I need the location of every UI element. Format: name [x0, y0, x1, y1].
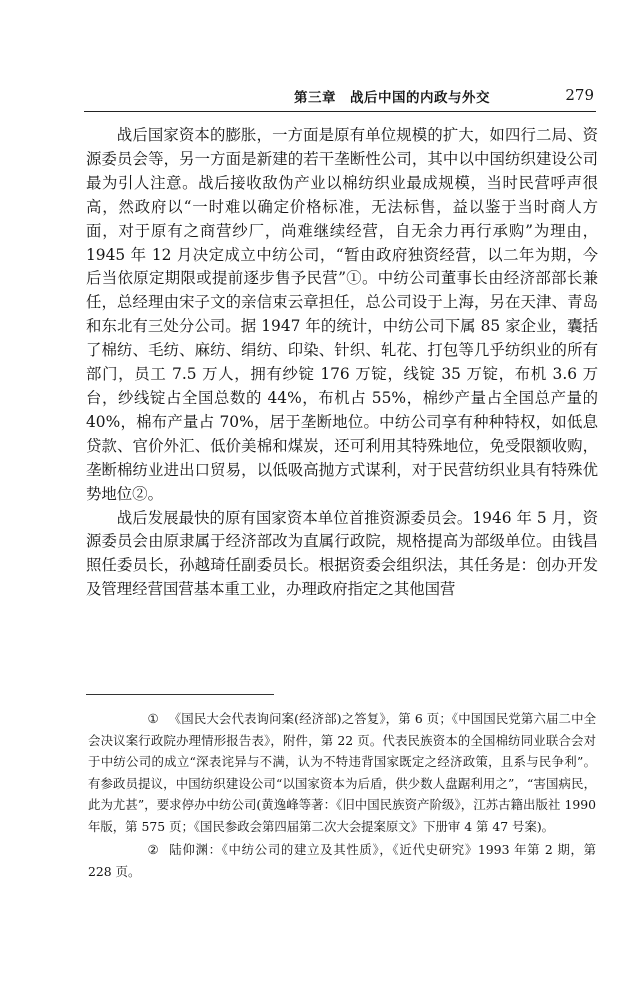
footnote-text: 《国民大会代表询问案(经济部)之答复》，第 6 页；《中国国民党第六届二中全会决议案行政院办理情形报告表》，附件，第 22 页。代表民族资本的全国棉纺同业联合会对于中纺公司的成立“深表诧异与不满，认为不特违背国家既定之经济政策，且系与民争利”。有参政员提议，中国纺织建设公司“以国家资本为后盾，供少数人盘踞利用之”，“害国病民，此为尤甚”，要求停办中纺公司(黄逸峰等著：《旧中国民族资产阶级》，江苏古籍出版社 1990 年版，第 575 页；《国民参政会第四届第二次大会提案原文》下册审 4 第 47 号案)。: [88, 711, 596, 834]
footnote-rule: [86, 694, 274, 695]
header-rule: [84, 111, 596, 112]
footnote: [88, 708, 596, 837]
running-header: [84, 86, 598, 112]
paragraph: 战后发展最快的原有国家资本单位首推资源委员会。1946 年 5 月，资源委员会由原隶属于经济部改为直属行政院，规格提高为部级单位。由钱昌照任委员长，孙越琦任副委员长。根据资委会组织法，其任务是：创办开发及管理经营国营基本重工业，办理政府指定之其他国营: [86, 508, 598, 599]
footnote-mark: ②: [147, 842, 159, 857]
footnote: [88, 839, 596, 882]
chapter-title: 第三章 战后中国的内政与外交: [294, 90, 490, 106]
footnotes: [88, 708, 596, 884]
footnote-mark: ①: [147, 711, 159, 726]
page-number: 279: [565, 86, 594, 104]
paragraph: 战后国家资本的膨胀，一方面是原有单位规模的扩大，如四行二局、资源委员会等，另一方面是新建的若干垄断性公司，其中以中国纺织建设公司最为引人注意。战后接收敌伪产业以棉纺织业最成规模，当时民营呼声很高，然政府以“一时难以确定价格标准，无法标售，益以鉴于当时商人方面，对于原有之商营纱厂，尚难继续经营，自无余力再行承购”为理由，1945 年 12 月决定成立中纺公司，“暂由政府独资经营，以二年为期，今后当依原定期限或提前逐步售予民营”①。中纺公司董事长由经济部部长兼任，总经理由宋子文的亲信束云章担任，总公司设于上海，另在天津、青岛和东北有三处分公司。据 1947 年的统计，中纺公司下属 85 家企业，囊括了棉纺、毛纺、麻纺、绢纺、印染、针织、轧花、打包等几乎纺织业的所有部门，员工 7.5 万人，拥有纱锭 176 万锭，线锭 35 万锭，布机 3.6 万台，纱线锭占全国总数的 44%，布机占 55%，棉纱产量占全国总产量的 40%，棉布产量占 70%，居于垄断地位。中纺公司享有种种特权，如低息贷款、官价外汇、低价美棉和煤炭，还可利用其特殊地位，免受限额收购，垄断棉纺业进出口贸易，以低吸高抛方式谋利，对于民营纺织业具有特殊优势地位②。: [86, 126, 598, 503]
footnote-text: 陆仰渊：《中纺公司的建立及其性质》，《近代史研究》1993 年第 2 期，第 228 页。: [88, 842, 596, 879]
main-text: [86, 124, 598, 602]
